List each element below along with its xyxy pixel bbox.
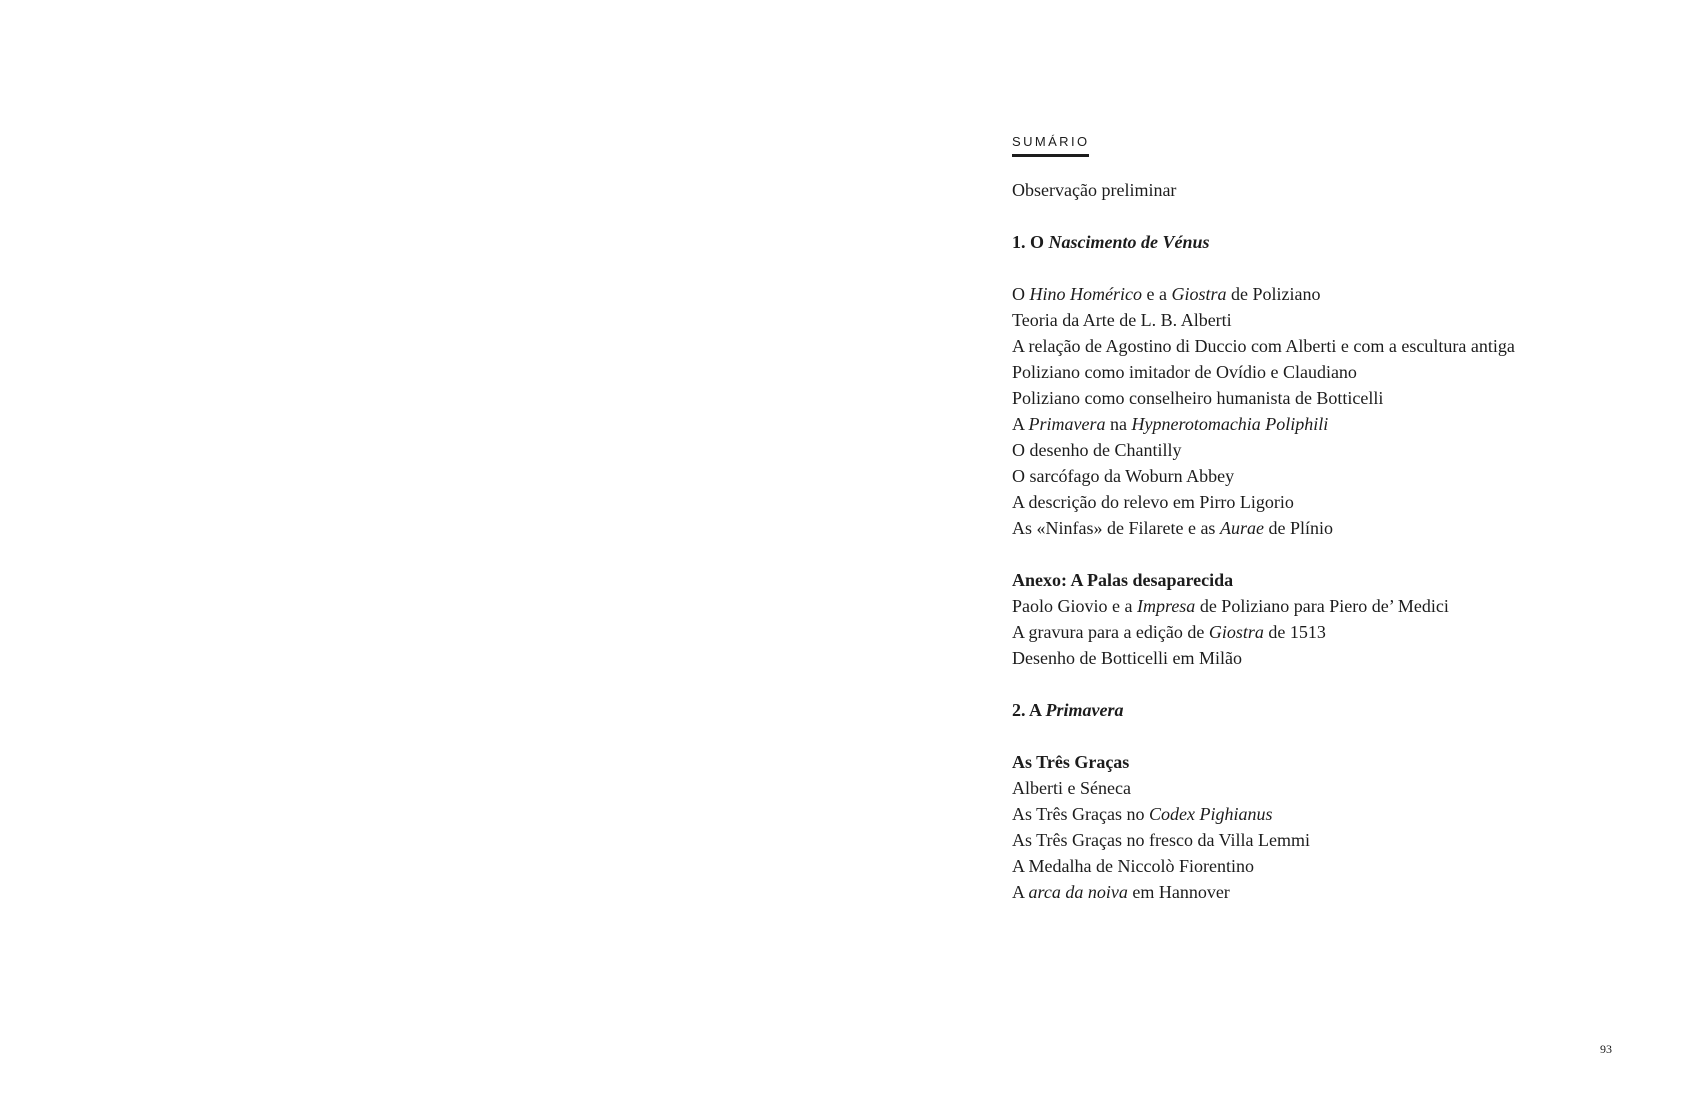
toc-entry-text: em Hannover bbox=[1127, 882, 1230, 902]
table-of-contents bbox=[1012, 133, 1652, 905]
toc-entry-text: As Três Graças no bbox=[1012, 804, 1149, 824]
toc-entry bbox=[1012, 515, 1652, 541]
page-number: 93 bbox=[1600, 1042, 1612, 1056]
toc-entry-text: Poliziano como conselheiro humanista de Botticelli bbox=[1012, 388, 1384, 408]
toc-heading: SUMÁRIO bbox=[1012, 133, 1089, 157]
toc-entry-text: Anexo: A Palas desaparecida bbox=[1012, 570, 1234, 590]
left-page-blank bbox=[0, 0, 846, 1115]
toc-entry-italic-text: Hypnerotomachia Poliphili bbox=[1131, 414, 1329, 434]
toc-entry-text: O bbox=[1012, 284, 1030, 304]
toc-entry-italic-text: Nascimento de Vénus bbox=[1048, 232, 1210, 252]
toc-entry bbox=[1012, 333, 1652, 359]
toc-entry bbox=[1012, 411, 1652, 437]
toc-entry-text: na bbox=[1105, 414, 1132, 434]
toc-entry-text: A Medalha de Niccolò Fiorentino bbox=[1012, 856, 1254, 876]
toc-entry-text: As Três Graças no fresco da Villa Lemmi bbox=[1012, 830, 1311, 850]
toc-entry-text: O desenho de Chantilly bbox=[1012, 440, 1182, 460]
toc-entry-italic-text: Primavera bbox=[1045, 700, 1124, 720]
toc-entry-text: A descrição do relevo em Pirro Ligorio bbox=[1012, 492, 1294, 512]
toc-entry bbox=[1012, 619, 1652, 645]
toc-entry bbox=[1012, 359, 1652, 385]
toc-entry bbox=[1012, 879, 1652, 905]
toc-entry-text: Teoria da Arte de L. B. Alberti bbox=[1012, 310, 1232, 330]
toc-entry bbox=[1012, 853, 1652, 879]
toc-entry-text: de Poliziano bbox=[1226, 284, 1321, 304]
toc-entry-text: de Plínio bbox=[1263, 518, 1333, 538]
toc-entry bbox=[1012, 645, 1652, 671]
toc-entry-text: A relação de Agostino di Duccio com Alberti e com a escultura antiga bbox=[1012, 336, 1515, 356]
toc-list bbox=[1012, 177, 1652, 905]
toc-entry bbox=[1012, 281, 1652, 307]
toc-section-heading bbox=[1012, 567, 1652, 593]
toc-entry bbox=[1012, 801, 1652, 827]
toc-entry bbox=[1012, 437, 1652, 463]
toc-entry bbox=[1012, 307, 1652, 333]
toc-entry bbox=[1012, 385, 1652, 411]
toc-entry bbox=[1012, 827, 1652, 853]
toc-entry-text: A gravura para a edição de bbox=[1012, 622, 1209, 642]
toc-entry-text: As Três Graças bbox=[1012, 752, 1130, 772]
toc-entry-italic-text: arca da noiva bbox=[1028, 882, 1128, 902]
toc-entry-italic-text: Giostra bbox=[1208, 622, 1264, 642]
toc-entry-text: 1. O bbox=[1012, 232, 1049, 252]
toc-entry bbox=[1012, 593, 1652, 619]
toc-entry-text: Observação preliminar bbox=[1012, 180, 1177, 200]
toc-entry bbox=[1012, 463, 1652, 489]
toc-entry-text: Paolo Giovio e a bbox=[1012, 596, 1137, 616]
toc-entry-text: A bbox=[1012, 414, 1029, 434]
toc-section-heading bbox=[1012, 229, 1652, 255]
toc-entry-text: Alberti e Séneca bbox=[1012, 778, 1131, 798]
toc-entry-text: 2. A bbox=[1012, 700, 1046, 720]
toc-entry-text: Poliziano como imitador de Ovídio e Claudiano bbox=[1012, 362, 1357, 382]
toc-section-heading bbox=[1012, 749, 1652, 775]
toc-entry-italic-text: Impresa bbox=[1136, 596, 1196, 616]
toc-entry bbox=[1012, 489, 1652, 515]
toc-entry-italic-text: Aurae bbox=[1219, 518, 1264, 538]
toc-entry-text: O sarcófago da Woburn Abbey bbox=[1012, 466, 1235, 486]
toc-entry-text: de 1513 bbox=[1263, 622, 1326, 642]
toc-entry bbox=[1012, 775, 1652, 801]
right-page bbox=[846, 0, 1693, 1115]
toc-entry-text: As «Ninfas» de Filarete e as bbox=[1012, 518, 1220, 538]
toc-entry-text: e a bbox=[1141, 284, 1172, 304]
toc-entry-text: de Poliziano para Piero de’ Medici bbox=[1195, 596, 1449, 616]
toc-entry-italic-text: Giostra bbox=[1171, 284, 1227, 304]
toc-entry-italic-text: Hino Homérico bbox=[1029, 284, 1142, 304]
toc-entry-italic-text: Codex Pighianus bbox=[1149, 804, 1273, 824]
toc-entry-italic-text: Primavera bbox=[1028, 414, 1106, 434]
toc-entry bbox=[1012, 177, 1652, 203]
toc-section-heading bbox=[1012, 697, 1652, 723]
toc-entry-text: A bbox=[1012, 882, 1029, 902]
toc-entry-text: Desenho de Botticelli em Milão bbox=[1012, 648, 1242, 668]
